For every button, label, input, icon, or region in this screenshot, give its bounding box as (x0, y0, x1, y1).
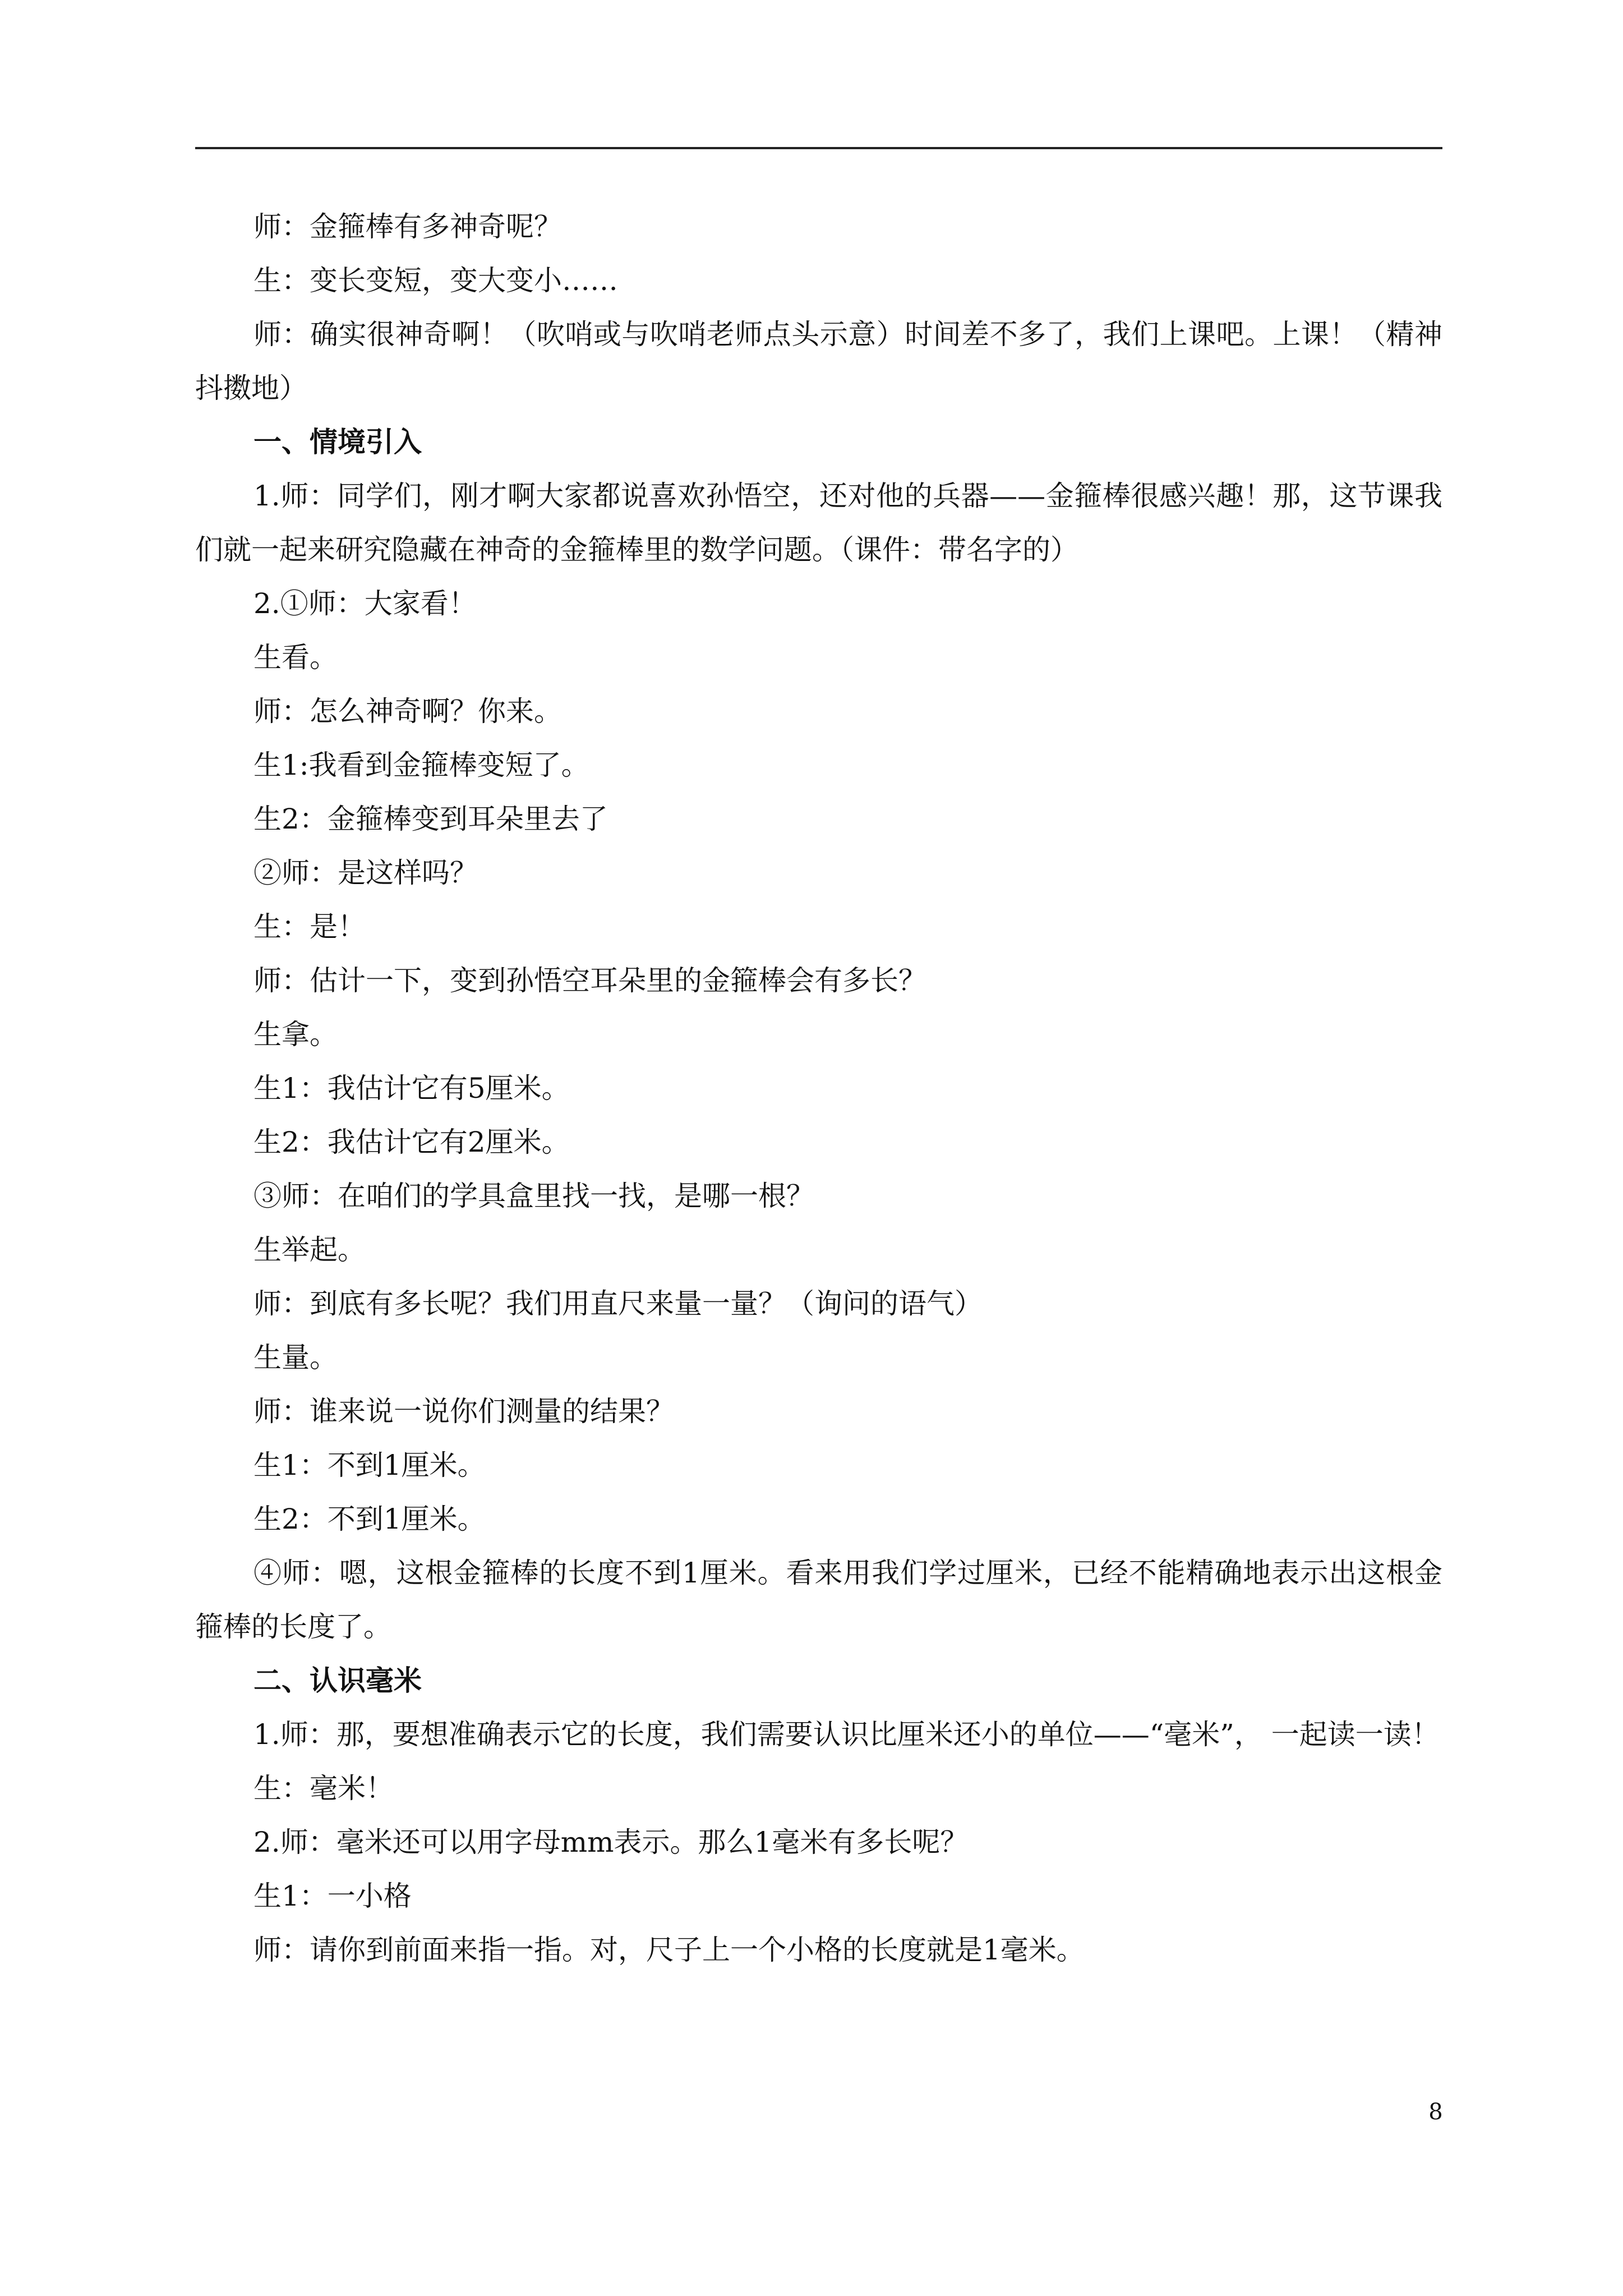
paragraph: 生1：不到1厘米。 (253, 1449, 486, 1481)
paragraph: 生1：一小格 (253, 1880, 412, 1912)
paragraph: 生拿。 (253, 1018, 338, 1051)
paragraph: 师：估计一下，变到孙悟空耳朵里的金箍棒会有多长？ (253, 964, 926, 997)
paragraph: 师：到底有多长呢？我们用直尺来量一量？（询问的语气） (253, 1287, 983, 1320)
paragraph: ③师：在咱们的学具盒里找一找，是哪一根？ (253, 1180, 814, 1212)
document-body (195, 200, 1442, 1977)
paragraph: 1.师：同学们，刚才啊大家都说喜欢孙悟空，还对他的兵器——金箍棒很感兴趣！那，这节课我们就一起来研究隐藏在神奇的金箍棒里的数学问题。（课件：带名字的） (195, 480, 1442, 566)
paragraph: 生：毫米！ (253, 1772, 394, 1805)
paragraph: 师：谁来说一说你们测量的结果？ (253, 1395, 674, 1428)
paragraph: 生：变长变短，变大变小…… (253, 264, 618, 297)
page-number: 8 (1428, 2099, 1443, 2125)
paragraph: 生量。 (253, 1341, 338, 1374)
paragraph: 1.师：那，要想准确表示它的长度，我们需要认识比厘米还小的单位——“毫米”， 一起读一读！ (253, 1718, 1440, 1751)
paragraph: 师：确实很神奇啊！（吹哨或与吹哨老师点头示意）时间差不多了，我们上课吧。上课！（精神抖擞地） (195, 318, 1442, 404)
section-heading: 二、认识毫米 (253, 1664, 422, 1697)
paragraph: ④师：嗯，这根金箍棒的长度不到1厘米。看来用我们学过厘米，已经不能精确地表示出这根金箍棒的长度了。 (195, 1557, 1442, 1643)
paragraph: 生：是！ (253, 910, 366, 943)
paragraph: 生2：金箍棒变到耳朵里去了 (253, 803, 608, 835)
paragraph: 生1:我看到金箍棒变短了。 (253, 749, 589, 781)
paragraph: 生1：我估计它有5厘米。 (253, 1072, 570, 1105)
paragraph: 生2：不到1厘米。 (253, 1503, 486, 1535)
paragraph: 生举起。 (253, 1234, 366, 1266)
section-heading: 一、情境引入 (253, 425, 422, 458)
paragraph: 师：怎么神奇啊？你来。 (253, 695, 562, 728)
paragraph: 生2：我估计它有2厘米。 (253, 1126, 570, 1158)
paragraph: 生看。 (253, 641, 338, 674)
paragraph: 2.师：毫米还可以用字母mm表示。那么1毫米有多长呢？ (253, 1826, 969, 1858)
paragraph: 师：请你到前面来指一指。对，尺子上一个小格的长度就是1毫米。 (253, 1934, 1085, 1966)
paragraph: 师：金箍棒有多神奇呢？ (253, 210, 562, 243)
header-rule (195, 147, 1442, 149)
paragraph: ②师：是这样吗？ (253, 857, 478, 889)
paragraph: 2.①师：大家看！ (253, 587, 477, 620)
